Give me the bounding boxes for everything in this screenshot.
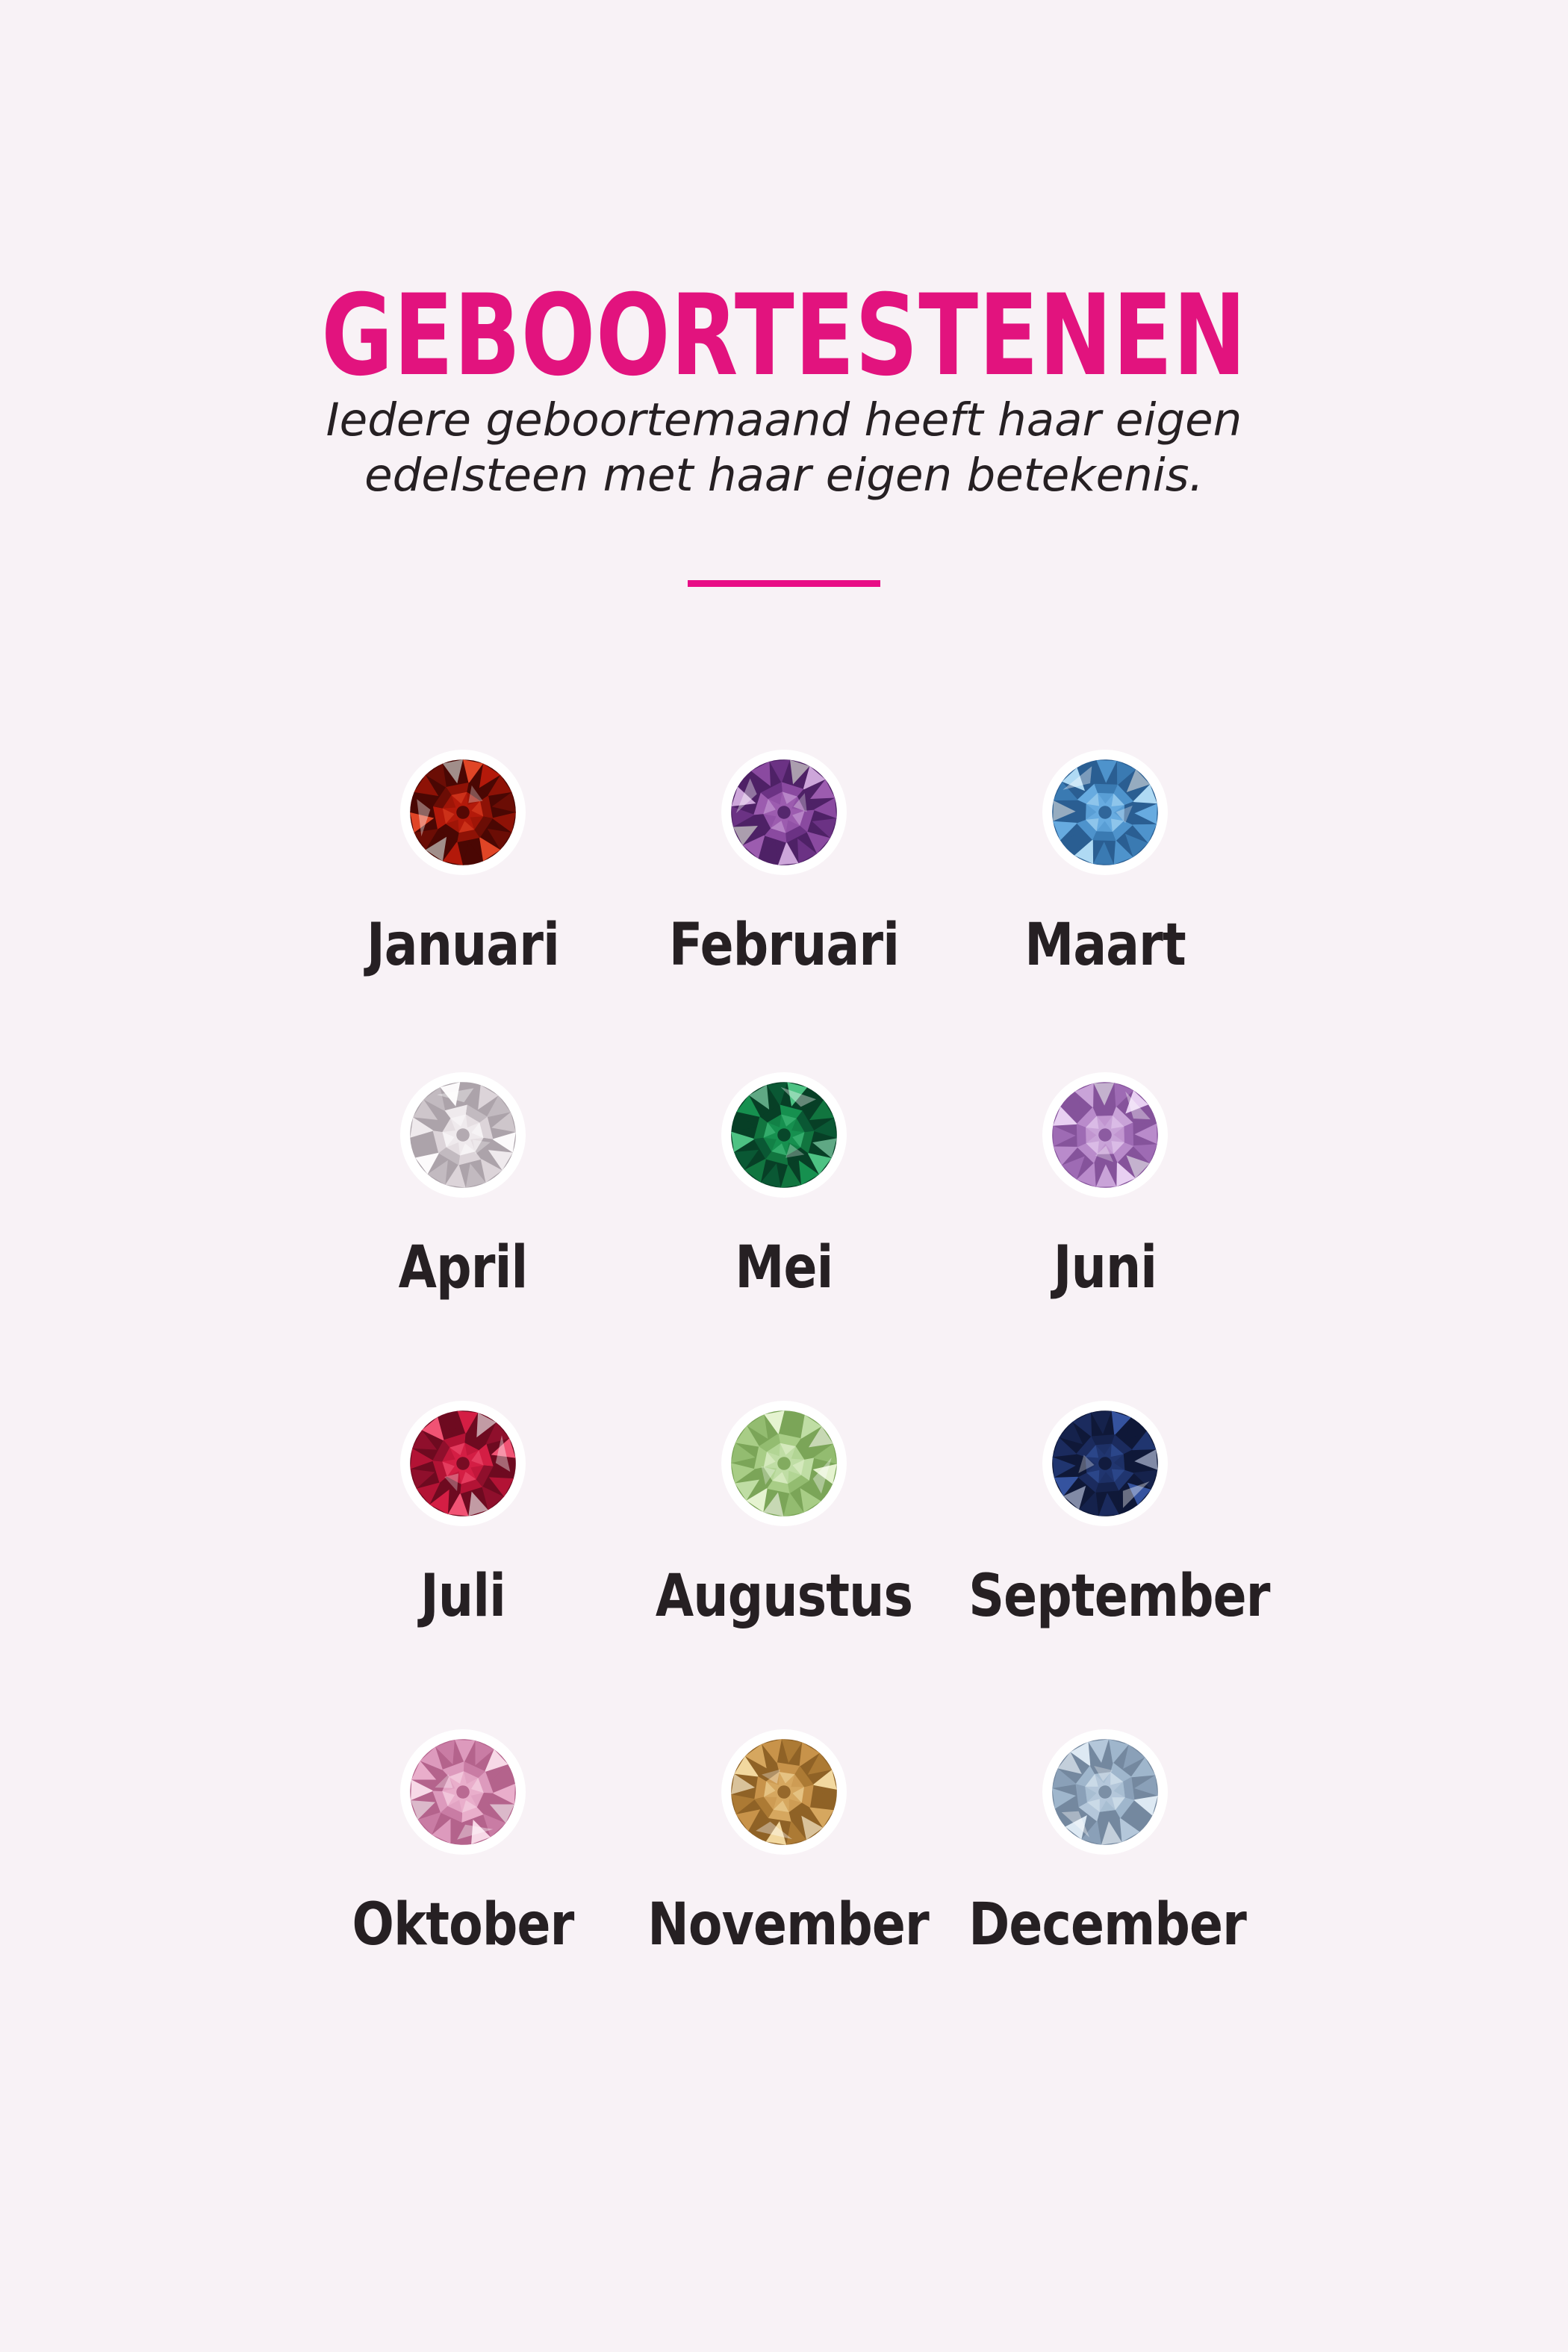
- month-cell: [623, 750, 945, 983]
- month-cell: [302, 750, 623, 983]
- maart-gem-icon: [1042, 750, 1168, 875]
- month-label: September: [968, 1563, 1270, 1630]
- juli-gem-icon: [400, 1401, 526, 1526]
- month-label: Februari: [668, 912, 900, 979]
- april-gem-icon: [400, 1072, 526, 1198]
- month-label: Juli: [420, 1563, 505, 1630]
- month-cell: [945, 1401, 1270, 1634]
- augustus-gem-icon: [721, 1401, 847, 1526]
- januari-gem-icon: [400, 750, 526, 875]
- subtitle: [0, 393, 1568, 503]
- month-label: November: [647, 1891, 929, 1959]
- month-cell: [945, 750, 1266, 983]
- month-cell: [302, 1401, 623, 1634]
- month-label: Juni: [1053, 1234, 1157, 1301]
- november-gem-icon: [721, 1729, 847, 1855]
- month-label: Januari: [366, 912, 560, 979]
- month-label: December: [968, 1891, 1246, 1959]
- month-cell: [945, 1072, 1266, 1305]
- subtitle-line-1: Iedere geboortemaand heeft haar eigen: [326, 393, 1242, 447]
- month-label: Mei: [735, 1234, 833, 1301]
- subtitle-line-2: edelsteen met haar eigen betekenis.: [364, 449, 1204, 502]
- title-divider: [688, 580, 880, 587]
- februari-gem-icon: [721, 750, 847, 875]
- month-label: Augustus: [655, 1563, 913, 1630]
- month-label: Oktober: [352, 1891, 574, 1959]
- month-cell: [623, 1401, 945, 1634]
- december-gem-icon: [1042, 1729, 1168, 1855]
- month-cell: [945, 1729, 1266, 1962]
- month-cell: [623, 1729, 945, 1962]
- month-cell: [302, 1072, 623, 1305]
- month-cell: [623, 1072, 945, 1305]
- juni-gem-icon: [1042, 1072, 1168, 1198]
- month-label: Maart: [1024, 912, 1186, 979]
- mei-gem-icon: [721, 1072, 847, 1198]
- september-gem-icon: [1042, 1401, 1168, 1526]
- month-cell: [302, 1729, 623, 1962]
- page-title: GEBOORTESTENEN: [321, 271, 1247, 401]
- oktober-gem-icon: [400, 1729, 526, 1855]
- month-label: April: [398, 1234, 528, 1301]
